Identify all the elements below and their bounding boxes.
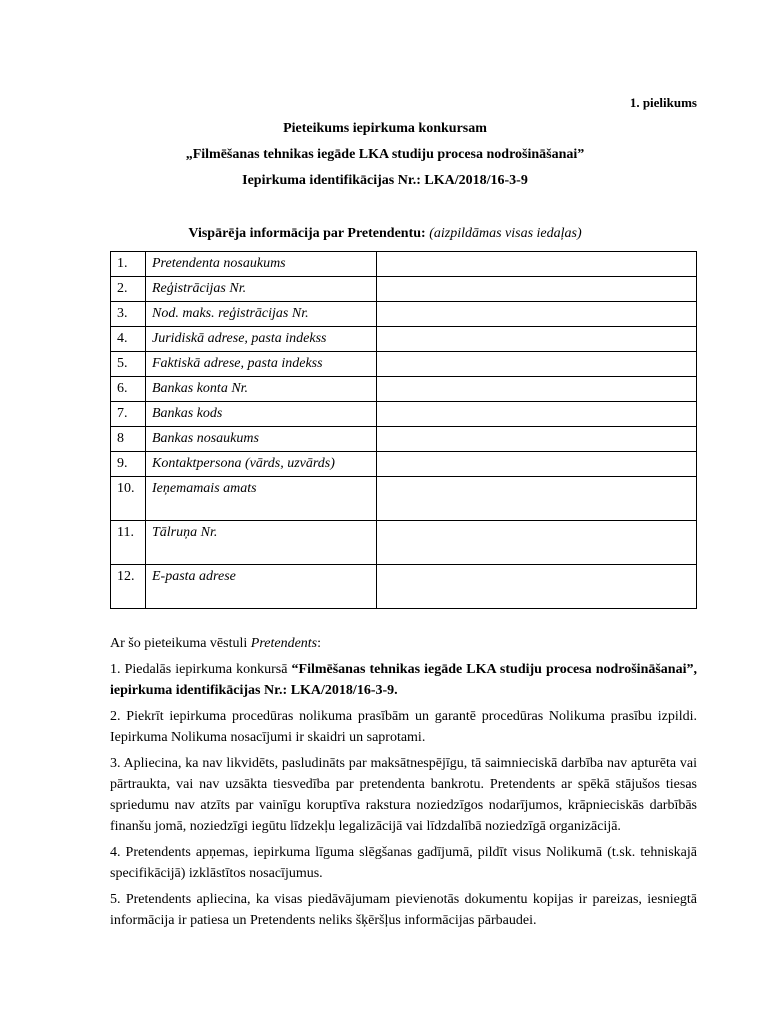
table-row (111, 377, 697, 402)
row-value-field[interactable] (377, 427, 697, 452)
section-note: (aizpildāmas visas iedaļas) (429, 226, 582, 241)
paragraph-3: 3. Apliecina, ka nav likvidēts, pasludināts par maksātnespējīgu, tā saimnieciskā darbība nav apturēta vai pārtraukta, vai nav uzsākta tiesvedība par pretendenta bankrotu. Pretendents ar spēkā stājušos tiesas spriedumu nav atzīts par vainīgu koruptīva rakstura noziedzīgos nodarījumos, krāpnieciskās darbībās finanšu jomā, noziedzīgi iegūtu līdzekļu legalizācijā vai līdzdalībā noziedzīgā organizācijā. (110, 756, 697, 834)
row-value-field[interactable] (377, 302, 697, 327)
row-value-field[interactable] (377, 402, 697, 427)
row-number: 1. (111, 252, 146, 277)
paragraph-1-bold: “Filmēšanas tehnikas iegāde LKA studiju procesa nodrošināšanai”, iepirkuma identifikācijas Nr.: LKA/2018/16-3-9. (110, 662, 697, 698)
row-label: Tālruņa Nr. (146, 521, 377, 565)
row-number: 5. (111, 352, 146, 377)
table-row (111, 565, 697, 609)
letter-body (110, 633, 697, 936)
table-row (111, 452, 697, 477)
row-value-field[interactable] (377, 452, 697, 477)
table-row (111, 252, 697, 277)
row-label: Kontaktpersona (vārds, uzvārds) (146, 452, 377, 477)
intro-suffix: : (317, 636, 322, 651)
row-label: E-pasta adrese (146, 565, 377, 609)
table-row (111, 302, 697, 327)
row-number: 3. (111, 302, 146, 327)
table-row (111, 402, 697, 427)
row-number: 9. (111, 452, 146, 477)
table-row (111, 352, 697, 377)
row-label: Ieņemamais amats (146, 477, 377, 521)
row-value-field[interactable] (377, 352, 697, 377)
intro-emphasis: Pretendents (250, 636, 318, 651)
row-number: 8 (111, 427, 146, 452)
document-title: Pieteikums iepirkuma konkursam (283, 121, 487, 136)
row-number: 7. (111, 402, 146, 427)
row-label: Pretendenta nosaukums (146, 252, 377, 277)
paragraph-2: 2. Piekrīt iepirkuma procedūras nolikuma prasībām un garantē procedūras Nolikuma prasību izpildi. Iepirkuma Nolikuma nosacījumi ir skaidri un saprotami. (110, 709, 697, 745)
row-number: 4. (111, 327, 146, 352)
table-row (111, 427, 697, 452)
row-label: Faktiskā adrese, pasta indekss (146, 352, 377, 377)
paragraph-5: 5. Pretendents apliecina, ka visas piedāvājumam pievienotās dokumentu kopijas ir pareizas, iesniegtā informācija ir patiesa un Pretendents neliks šķēršļus informācijas pārbaudei. (110, 892, 697, 928)
row-value-field[interactable] (377, 477, 697, 521)
table-row (111, 521, 697, 565)
intro-prefix: Ar šo pieteikuma vēstuli (110, 636, 251, 651)
annex-label: 1. pielikums (629, 95, 697, 110)
row-number: 10. (111, 477, 146, 521)
procurement-subject: „Filmēšanas tehnikas iegāde LKA studiju procesa nodrošināšanai” (185, 147, 585, 162)
row-number: 2. (111, 277, 146, 302)
row-value-field[interactable] (377, 277, 697, 302)
row-label: Bankas kods (146, 402, 377, 427)
paragraph-1 (110, 659, 697, 701)
table-row (111, 477, 697, 521)
row-value-field[interactable] (377, 327, 697, 352)
row-label: Reģistrācijas Nr. (146, 277, 377, 302)
row-label: Juridiskā adrese, pasta indekss (146, 327, 377, 352)
table-row (111, 277, 697, 302)
row-value-field[interactable] (377, 521, 697, 565)
paragraph-4: 4. Pretendents apņemas, iepirkuma līguma slēgšanas gadījumā, pildīt visus Nolikumā (t.sk. tehniskajā specifikācijā) izklāstītos nosacījumus. (110, 845, 697, 881)
row-value-field[interactable] (377, 565, 697, 609)
row-label: Bankas konta Nr. (146, 377, 377, 402)
table-row (111, 327, 697, 352)
row-number: 11. (111, 521, 146, 565)
row-label: Bankas nosaukums (146, 427, 377, 452)
row-value-field[interactable] (377, 252, 697, 277)
section-title: Vispārēja informācija par Pretendentu: (188, 226, 426, 241)
intro-paragraph (110, 633, 697, 654)
row-value-field[interactable] (377, 377, 697, 402)
row-label: Nod. maks. reģistrācijas Nr. (146, 302, 377, 327)
row-number: 12. (111, 565, 146, 609)
applicant-info-table (110, 251, 697, 609)
paragraph-1-prefix: 1. Piedalās iepirkuma konkursā (110, 662, 292, 677)
row-number: 6. (111, 377, 146, 402)
procurement-id: Iepirkuma identifikācijas Nr.: LKA/2018/16-3-9 (242, 173, 528, 188)
section-heading (0, 226, 770, 242)
